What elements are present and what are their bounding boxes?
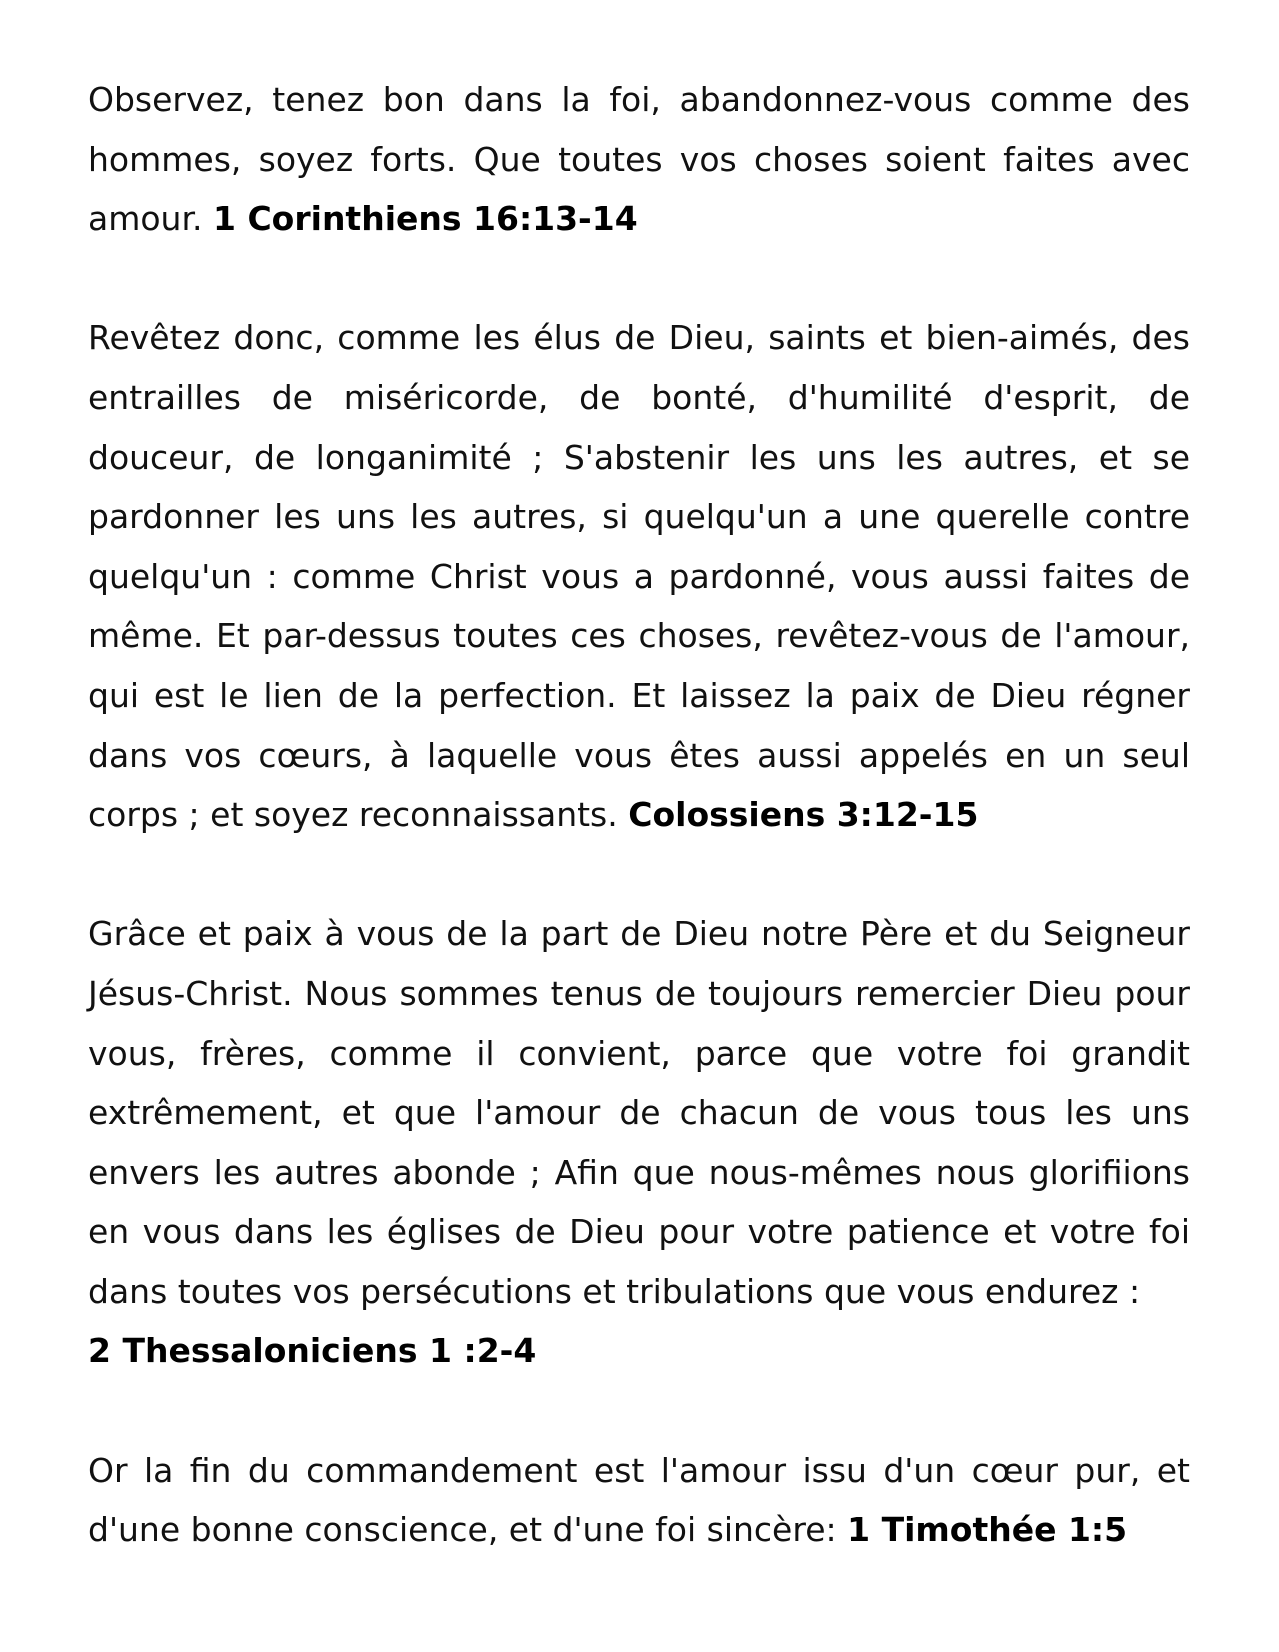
scripture-reference: 2 Thessaloniciens 1 :2-4 xyxy=(88,1331,537,1371)
passage-2-thessalonians xyxy=(88,904,1190,1381)
passage-1-corinthians xyxy=(88,70,1190,249)
passage-colossians xyxy=(88,308,1190,844)
passage-text: Grâce et paix à vous de la part de Dieu notre Père et du Seigneur Jésus-Christ. Nous sommes tenus de toujours remercier Dieu pour vous, frères, comme il convient, parce que votre foi grandit extrêmement, et que l'amour de chacun de vous tous les uns envers les autres abonde ; Afin que nous-mêmes nous glorifiions en vous dans les églises de Dieu pour votre patience et votre foi dans toutes vos persécutions et tribulations que vous endurez : xyxy=(88,914,1190,1311)
scripture-reference: 1 Timothée 1:5 xyxy=(847,1510,1128,1550)
passage-text: Revêtez donc, comme les élus de Dieu, saints et bien-aimés, des entrailles de miséricorde, de bonté, d'humilité d'esprit, de douceur, de longanimité ; S'abstenir les uns les autres, et se pardonner les uns les autres, si quelqu'un a une querelle contre quelqu'un : comme Christ vous a pardonné, vous aussi faites de même. Et par-dessus toutes ces choses, revêtez-vous de l'amour, qui est le lien de la perfection. Et laissez la paix de Dieu régner dans vos cœurs, à laquelle vous êtes aussi appelés en un seul corps ; et soyez reconnaissants. xyxy=(88,318,1190,835)
passage-text: Observez, tenez bon dans la foi, abandonnez-vous comme des hommes, soyez forts. Que toutes vos choses soient faites avec amour. xyxy=(88,80,1190,239)
scripture-reference: 1 Corinthiens 16:13-14 xyxy=(213,199,638,239)
passage-1-timothy xyxy=(88,1441,1190,1560)
document-page xyxy=(88,70,1190,1619)
scripture-reference: Colossiens 3:12-15 xyxy=(628,795,979,835)
passage-text: Or la fin du commandement est l'amour issu d'un cœur pur, et d'une bonne conscience, et d'une foi sincère: xyxy=(88,1450,1190,1550)
